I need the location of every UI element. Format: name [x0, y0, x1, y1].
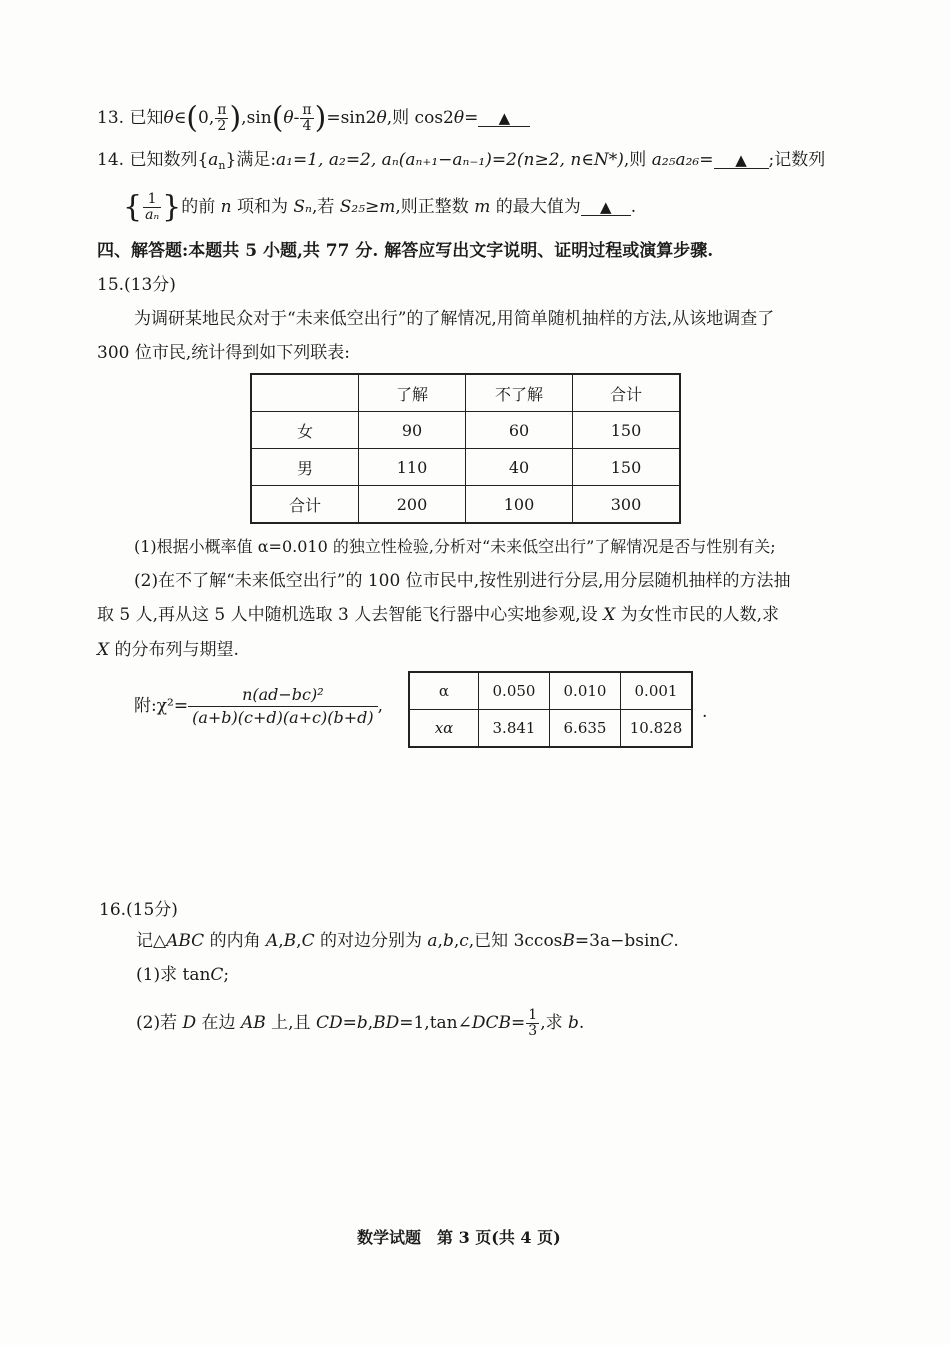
table-cell: 了解	[359, 374, 466, 412]
q15-header: 15.(13分)	[97, 275, 176, 295]
table-cell: 合计	[251, 486, 359, 524]
chi-square-formula: 附:χ²= $\frac{\text{n(ad−bc)²}}{(a+b)(c+d)(a+c)(b+d)}$ ,	[134, 685, 384, 727]
table-cell: 150	[573, 449, 681, 486]
q15-part-2b: 取 5 人,再从这 5 人中随机选取 3 人去智能飞行器中心实地参观,设 X 为女性市民的人数,求	[97, 605, 780, 625]
table-cell: 合计	[573, 374, 681, 412]
left-paren: (	[186, 100, 199, 136]
contingency-table	[250, 373, 681, 524]
pi-over-4: $\frac{\pi}{4}$	[302, 102, 312, 134]
table-cell: xα	[409, 710, 479, 748]
table-header-row	[251, 374, 680, 412]
table-cell: 0.050	[479, 672, 550, 710]
table-cell: 女	[251, 412, 359, 449]
q16-part-2: (2)若 D 在边 AB 上,且 CD=b,BD=1,tan∠DCB= $\frac{1}{3}$ ,求 b.	[136, 1007, 585, 1039]
triangle-icon: ▲	[599, 198, 612, 216]
table-cell: 150	[573, 412, 681, 449]
table-cell: 110	[359, 449, 466, 486]
formula-period: .	[702, 702, 708, 722]
table-cell: 10.828	[621, 710, 693, 748]
section-heading: 四、解答题:本题共 5 小题,共 77 分. 解答应写出文字说明、证明过程或演算步骤.	[97, 241, 714, 261]
table-cell: 不了解	[466, 374, 573, 412]
table-row	[251, 449, 680, 486]
page-footer: 数学试题 第 3 页(共 4 页)	[357, 1228, 561, 1247]
table-cell: 200	[359, 486, 466, 524]
answer-blank-13	[478, 106, 530, 127]
table-cell: 60	[466, 412, 573, 449]
table-row	[251, 412, 680, 449]
q14-line-2: { $\frac{1}{\text{aₙ}}$ }的前 n 项和为 Sₙ,若 S₂₅≥m,则正整数 m 的最大值为 ▲ .	[123, 189, 637, 225]
answer-blank-14b	[581, 195, 631, 216]
table-row	[409, 710, 692, 748]
triangle-icon: ▲	[498, 109, 511, 127]
table-cell: 100	[466, 486, 573, 524]
table-cell: 男	[251, 449, 359, 486]
q15-intro-2: 300 位市民,统计得到如下列联表:	[97, 343, 350, 363]
table-cell: 6.635	[550, 710, 621, 748]
table-row	[251, 486, 680, 524]
q16-part-1: (1)求 tanC;	[136, 965, 230, 985]
table-cell: 40	[466, 449, 573, 486]
table-cell: 3.841	[479, 710, 550, 748]
one-over-an: $\frac{1}{\text{aₙ}}$	[145, 191, 160, 223]
triangle-icon: ▲	[735, 151, 747, 169]
table-row	[409, 672, 692, 710]
pi-over-2: $\frac{\pi}{2}$	[217, 102, 227, 134]
answer-blank-14a	[714, 148, 769, 169]
q16-header: 16.(15分)	[99, 900, 178, 920]
q15-part-2c: X 的分布列与期望.	[97, 640, 239, 660]
q16-line-1: 记△ABC 的内角 A,B,C 的对边分别为 a,b,c,已知 3ccosB=3a−bsinC.	[136, 931, 679, 951]
q14-line-1: 14. 已知数列$\{a_n\}$满足:a₁=1, a₂=2, aₙ(aₙ₊₁−aₙ₋₁)=2(n≥2, n∈N*),则 a₂₅a₂₆= ▲ ;记数列	[97, 150, 826, 172]
q15-part-2a: (2)在不了解“未来低空出行”的 100 位市民中,按性别进行分层,用分层随机抽样的方法抽	[134, 571, 791, 591]
q15-intro-1: 为调研某地民众对于“未来低空出行”的了解情况,用简单随机抽样的方法,从该地调查了	[134, 309, 775, 329]
table-cell	[251, 374, 359, 412]
table-cell: 300	[573, 486, 681, 524]
table-cell: α	[409, 672, 479, 710]
table-cell: 0.001	[621, 672, 693, 710]
chi-square-fraction: $\frac{\text{n(ad−bc)²}}{(a+b)(c+d)(a+c)(b+d)}$	[188, 684, 378, 729]
table-cell: 0.010	[550, 672, 621, 710]
q15-part-1: (1)根据小概率值 α=0.010 的独立性检验,分析对“未来低空出行”了解情况是否与性别有关;	[134, 537, 776, 556]
table-cell: 90	[359, 412, 466, 449]
q13-line: 13. 已知θ∈(0, $\frac{\pi}{2}$ ),sin(θ- $\frac{\pi}{4}$ )=sin2θ,则 cos2θ= ▲	[97, 103, 530, 134]
critical-value-table	[408, 671, 693, 748]
one-third-fraction: $\frac{1}{3}$	[528, 1007, 538, 1039]
